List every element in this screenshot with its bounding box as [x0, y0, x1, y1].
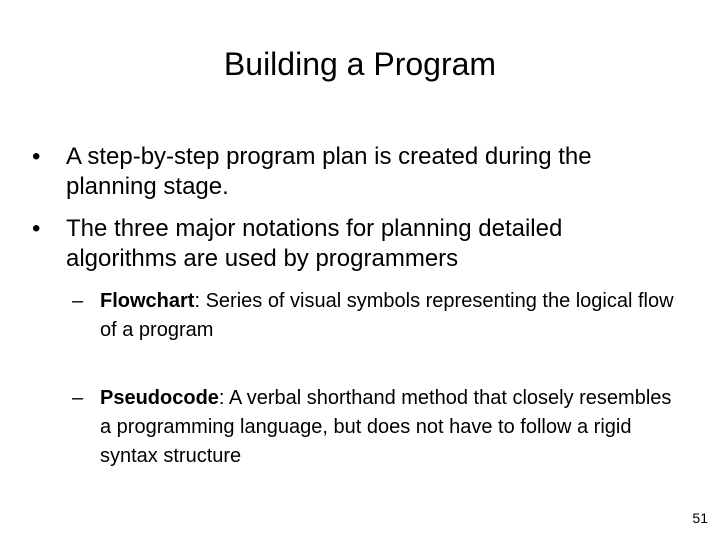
- sub-bullet-text: [72, 287, 682, 345]
- bullet-item: [32, 142, 672, 202]
- bullet-marker: •: [32, 215, 41, 242]
- sub-bullet-term: Flowchart: [100, 290, 195, 312]
- sub-bullet-description: : A verbal shorthand method that closely resembles a programming language, but does not have to follow a rigid syntax structure: [100, 387, 672, 467]
- bullet-text: A step-by-step program plan is created during the planning stage.: [66, 143, 592, 200]
- sub-bullet-item: [72, 384, 682, 471]
- sub-bullet-item: [72, 287, 682, 345]
- sub-bullet-term: Pseudocode: [100, 387, 219, 409]
- sub-bullet-marker: –: [72, 387, 84, 409]
- slide-title: Building a Program: [223, 46, 497, 82]
- sub-bullet-marker: –: [72, 290, 84, 312]
- sub-bullet-description: : Series of visual symbols representing the logical flow of a program: [100, 290, 674, 341]
- bullet-text: The three major notations for planning detailed algorithms are used by programmers: [66, 215, 563, 272]
- bullet-item: [32, 214, 672, 274]
- page-number: 51: [692, 510, 708, 526]
- sub-bullet-text: [72, 384, 682, 471]
- bullet-marker: •: [32, 143, 41, 170]
